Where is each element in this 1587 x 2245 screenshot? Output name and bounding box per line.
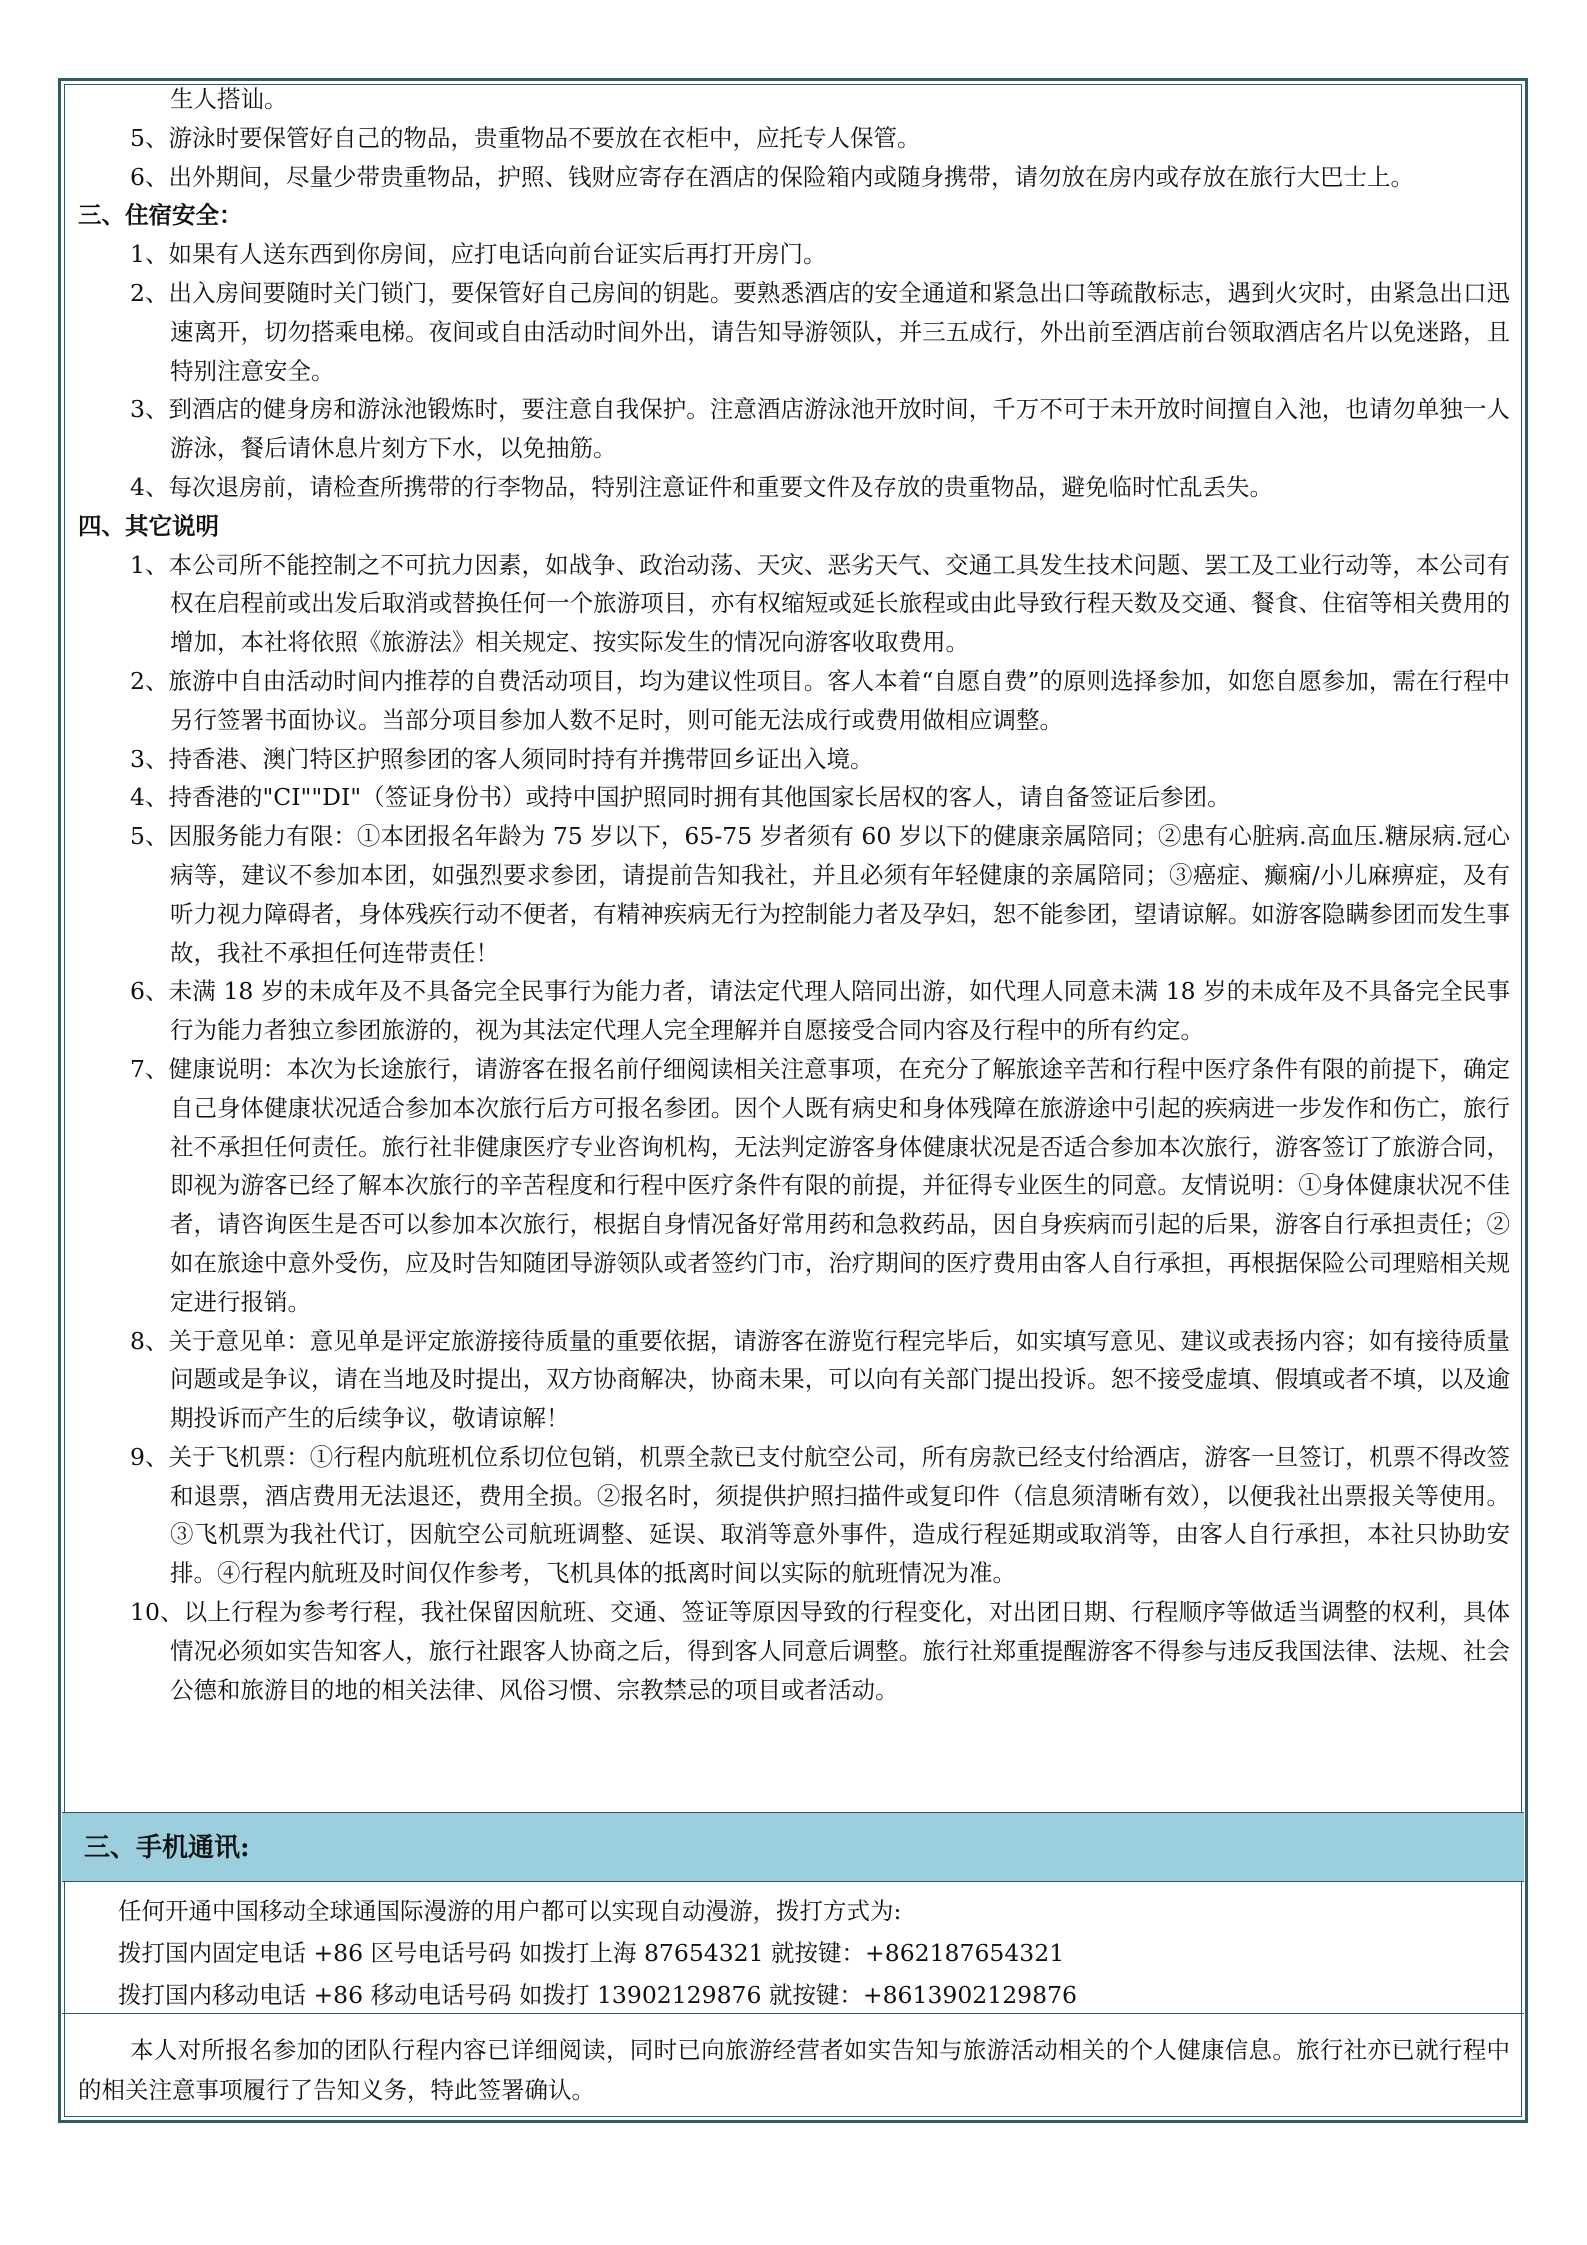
section-other-title: 四、其它说明 — [78, 511, 219, 540]
phone-section-title: 三、手机通讯: — [84, 1833, 250, 1863]
accommodation-item-1: 1、如果有人送东西到你房间，应打电话向前台证实后再打开房门。 — [130, 240, 827, 269]
phone-instructions — [62, 1882, 1524, 2014]
other-item-5: 5、因服务能力有限：①本团报名年龄为 75 岁以下，65-75 岁者须有 60 岁以下的健康亲属陪同；②患有心脏病.高血压.糖尿病.冠心病等，建议不参加本团，如强烈要求参团，请提前告知我社，并且必须有年轻健康的亲属陪同；③癌症、癫痫/小儿麻痹症，及有听力视力障碍者，身体残疾行动不便者，有精神疾病无行为控制能力者及孕妇，恕不能参团，望请谅解。如游客隐瞒参团而发生事故，我社不承担任何连带责任！ — [130, 822, 1510, 967]
other-item-4: 4、持香港的"CI""DI"（签证身份书）或持中国护照同时拥有其他国家长居权的客人，请自备签证后参团。 — [130, 783, 1231, 812]
other-item-3: 3、持香港、澳门特区护照参团的客人须同时持有并携带回乡证出入境。 — [130, 744, 874, 773]
safety-item-6: 6、出外期间，尽量少带贵重物品，护照、钱财应寄存在酒店的保险箱内或随身携带，请勿放在房内或存放在旅行大巴士上。 — [130, 162, 1414, 191]
other-item-10: 10、以上行程为参考行程，我社保留因航班、交通、签证等原因导致的行程变化，对出团日期、行程顺序等做适当调整的权利，具体情况必须如实告知客人，旅行社跟客人协商之后，得到客人同意后调整。旅行社郑重提醒游客不得参与违反我国法律、法规、社会公德和旅游目的地的相关法律、风俗习惯、宗教禁忌的项目或者活动。 — [130, 1598, 1510, 1704]
accommodation-item-4: 4、每次退房前，请检查所携带的行李物品，特别注意证件和重要文件及存放的贵重物品，避免临时忙乱丢失。 — [130, 472, 1273, 501]
phone-line-landline: 拨打国内固定电话 +86 区号电话号码 如拨打上海 87654321 就按键：+862187654321 — [118, 1939, 1065, 1967]
accommodation-item-3: 3、到酒店的健身房和游泳池锻炼时，要注意自我保护。注意酒店游泳池开放时间，千万不可于未开放时间擅自入池，也请勿单独一人游泳，餐后请休息片刻方下水，以免抽筋。 — [130, 395, 1510, 463]
phone-line-mobile: 拨打国内移动电话 +86 移动电话号码 如拨打 13902129876 就按键：+8613902129876 — [118, 1981, 1077, 2009]
other-item-1: 1、本公司所不能控制之不可抗力因素，如战争、政治动荡、天灾、恶劣天气、交通工具发生技术问题、罢工及工业行动等，本公司有权在启程前或出发后取消或替换任何一个旅游项目，亦有权缩短或延长旅程或由此导致行程天数及交通、餐食、住宿等相关费用的增加，本社将依照《旅游法》相关规定、按实际发生的情况向游客收取费用。 — [130, 550, 1510, 657]
other-item-6: 6、未满 18 岁的未成年及不具备完全民事行为能力者，请法定代理人陪同出游，如代理人同意未满 18 岁的未成年及不具备完全民事行为能力者独立参团旅游的，视为其法定代理人完全理解并自愿接受合同内容及行程中的所有约定。 — [130, 977, 1510, 1045]
other-item-2: 2、旅游中自由活动时间内推荐的自费活动项目，均为建议性项目。客人本着“自愿自费”的原则选择参加，如您自愿参加，需在行程中另行签署书面协议。当部分项目参加人数不足时，则可能无法成行或费用做相应调整。 — [130, 666, 1510, 734]
notice-content — [78, 80, 1510, 1709]
accommodation-item-2: 2、出入房间要随时关门锁门，要保管好自己房间的钥匙。要熟悉酒店的安全通道和紧急出口等疏散标志，遇到火灾时，由紧急出口迅速离开，切勿搭乘电梯。夜间或自由活动时间外出，请告知导游领队，并三五成行，外出前至酒店前台领取酒店名片以免迷路，且特别注意安全。 — [130, 278, 1510, 385]
other-item-9: 9、关于飞机票：①行程内航班机位系切位包销，机票全款已支付航空公司，所有房款已经支付给酒店，游客一旦签订，机票不得改签和退票，酒店费用无法退还，费用全损。②报名时，须提供护照扫描件或复印件（信息须清晰有效），以便我社出票报关等使用。③飞机票为我社代订，因航空公司航班调整、延误、取消等意外事件，造成行程延期或取消等，由客人自行承担，本社只协助安排。④行程内航班及时间仅作参考，飞机具体的抵离时间以实际的航班情况为准。 — [130, 1442, 1510, 1588]
safety-item-5: 5、游泳时要保管好自己的物品，贵重物品不要放在衣柜中，应托专人保管。 — [130, 123, 921, 152]
phone-line-intro: 任何开通中国移动全球通国际漫游的用户都可以实现自动漫游，拨打方式为: — [118, 1897, 902, 1925]
other-item-7: 7、健康说明：本次为长途旅行，请游客在报名前仔细阅读相关注意事项，在充分了解旅途辛苦和行程中医疗条件有限的前提下，确定自己身体健康状况适合参加本次旅行后方可报名参团。因个人既有病史和身体残障在旅游途中引起的疾病进一步发作和伤亡，旅行社不承担任何责任。旅行社非健康医疗专业咨询机构，无法判定游客身体健康状况是否适合参加本次旅行，游客签订了旅游合同，即视为游客已经了解本次旅行的辛苦程度和行程中医疗条件有限的前提，并征得专业医生的同意。友情说明：①身体健康状况不佳者，请咨询医生是否可以参加本次旅行，根据自身情况备好常用药和急救药品，因自身疾病而引起的后果，游客自行承担责任；②如在旅途中意外受伤，应及时告知随团导游领队或者签约门市，治疗期间的医疗费用由客人自行承担，再根据保险公司理赔相关规定进行报销。 — [130, 1054, 1510, 1316]
section-accommodation-title: 三、住宿安全： — [78, 201, 243, 230]
phone-section-header — [62, 1812, 1524, 1882]
continuation-text: 生人搭讪。 — [170, 85, 288, 113]
confirmation-statement: 本人对所报名参加的团队行程内容已详细阅读，同时已向旅游经营者如实告知与旅游活动相关的个人健康信息。旅行社亦已就行程中的相关注意事项履行了告知义务，特此签署确认。 — [78, 2036, 1510, 2104]
other-item-8: 8、关于意见单：意见单是评定旅游接待质量的重要依据，请游客在游览行程完毕后，如实填写意见、建议或表扬内容；如有接待质量问题或是争议，请在当地及时提出，双方协商解决，协商未果，可以向有关部门提出投诉。恕不接受虚填、假填或者不填，以及逾期投诉而产生的后续争议，敬请谅解！ — [130, 1326, 1510, 1433]
